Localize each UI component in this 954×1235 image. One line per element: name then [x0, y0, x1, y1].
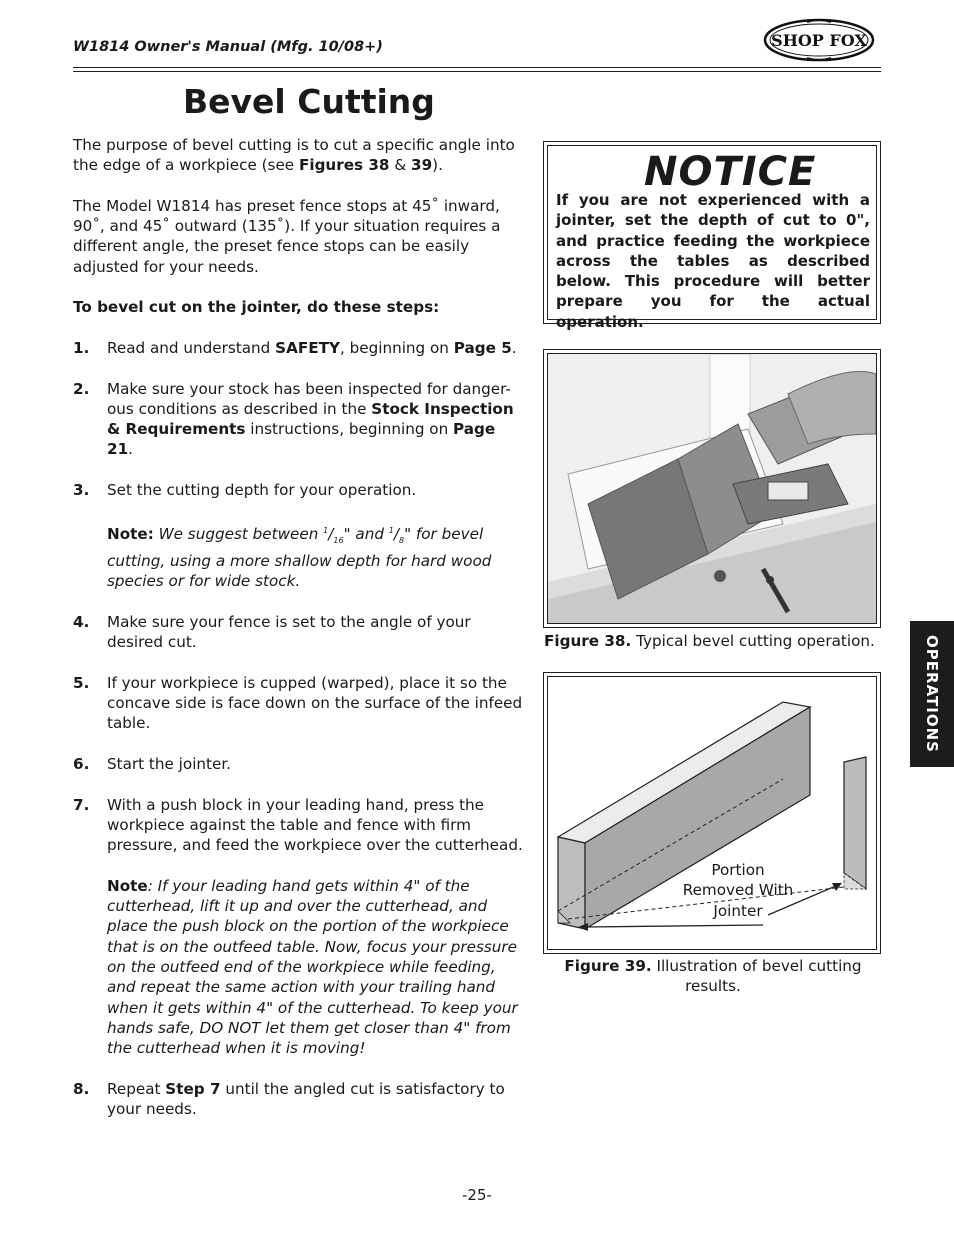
portion-removed-label: Portion Removed With Jointer: [682, 861, 794, 920]
figure-39-frame: [543, 672, 881, 954]
figure-38-ref: Figures 38: [298, 156, 390, 175]
bevel-cutting-photo: [548, 354, 876, 623]
svg-text:SHOP FOX: SHOP FOX: [771, 31, 867, 50]
notice-box: [543, 141, 881, 331]
step-5: 5. If your workpiece is cupped (warped), place it so the concave side is face down on the surface of the infeed table.: [73, 673, 523, 733]
notice-heading: NOTICE: [644, 149, 817, 195]
page-number: -25-: [462, 1186, 492, 1204]
step-1: 1. Read and understand SAFETY, beginning on Page 5.: [73, 338, 517, 357]
step-7: 7. With a push block in your leading hand, press the workpiece against the table and fence with firm pressure, and feed the workpiece over the cutterhead.: [73, 795, 523, 855]
header-rule: [73, 67, 881, 68]
step-3: 3. Set the cutting depth for your operation.: [73, 481, 417, 500]
intro-paragraph: The purpose of bevel cutting is to cut a specific angle into the edge of a workpiece (see Figures 38 & 39).: [73, 136, 515, 175]
figure-39-ref: 39: [411, 156, 433, 175]
figure-38-frame: [543, 349, 881, 628]
instructions-column: [73, 135, 525, 1119]
header-rule-thin: [73, 71, 881, 72]
step-2: 2. Make sure your stock has been inspected for danger-ous conditions as described in the Stock Inspection & Requirements instructions, beginning on Page 21.: [73, 379, 514, 459]
figure-39-caption: Figure 39. Illustration of bevel cutting results.: [564, 957, 862, 996]
figure-38-caption: Figure 38. Typical bevel cutting operation.: [544, 632, 875, 650]
step-6: 6. Start the jointer.: [73, 755, 232, 773]
page-title: Bevel Cutting: [183, 82, 435, 121]
manual-title: W1814 Owner's Manual (Mfg. 10/08+): [73, 39, 383, 55]
step-4: 4. Make sure your fence is set to the angle of your desired cut.: [73, 612, 471, 652]
section-tab-operations: OPERATIONS: [910, 621, 954, 767]
step-7-note: Note: If your leading hand gets within 4" of the cutterhead, lift it up and over the cutterhead, and place the push block on the portion of the workpiece that is on the outfeed table. Now, focus your pressure on the outfeed end of the workpiece while feeding, and repeat the same action with your trailing hand when it gets within 4" of the cutterhead. To keep your hands safe, DO NOT let them get closer than 4" from the cutterhead when it is moving!: [107, 876, 518, 1058]
fence-stops-paragraph: The Model W1814 has preset fence stops at 45˚ inward, 90˚, and 45˚ outward (135˚). If your situation requires a different angle, the preset fence stops can be easily adjusted for your needs.: [73, 196, 501, 276]
notice-text: If you are not experienced with a jointer, set the depth of cut to 0", and practice feeding the workpiece across the tables as described below. This procedure will better prepare you for the actual operation.: [556, 191, 870, 331]
steps-heading: To bevel cut on the jointer, do these steps:: [73, 298, 440, 317]
step-8: 8. Repeat Step 7 until the angled cut is satisfactory to your needs.: [73, 1079, 505, 1119]
step-3-note: Note: We suggest between $^1/_{16}$" and $^1/_8$" for bevel cutting, using a more shallow depth for hard wood species or for wide stock.: [107, 524, 492, 591]
shop-fox-logo: [763, 18, 875, 62]
